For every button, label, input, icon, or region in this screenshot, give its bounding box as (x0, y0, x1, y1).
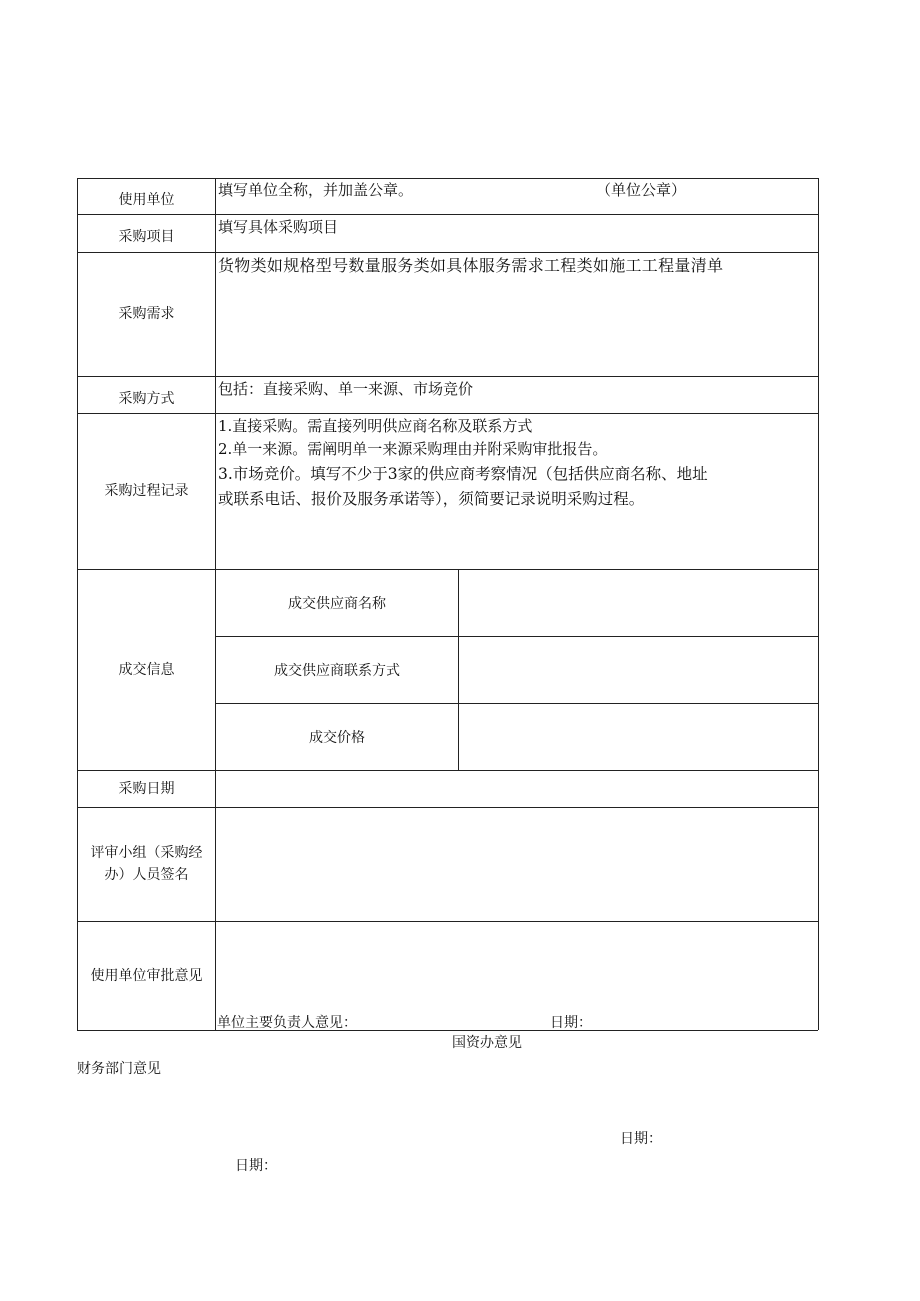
project-value: 填写具体采购项目 (218, 218, 339, 236)
method-value: 包括：直接采购、单一来源、市场竞价 (218, 380, 474, 398)
date-field[interactable] (216, 771, 817, 807)
deal-price-label: 成交价格 (309, 729, 365, 746)
unit-seal: （单位公章） (596, 181, 687, 199)
method-label: 采购方式 (118, 390, 175, 407)
process-line-2: 2.单一来源。需阐明单一来源采购理由并附采购审批报告。 (218, 440, 608, 458)
review-signature-field[interactable] (216, 808, 817, 921)
project-label: 采购项目 (118, 229, 175, 245)
unit-value: 填写单位全称，并加盖公章。 (218, 181, 414, 199)
demand-label: 采购需求 (118, 306, 175, 322)
approval-head-opinion: 单位主要负责人意见： (217, 1015, 357, 1031)
date-left-label: 日期： (235, 1158, 277, 1174)
deal-supplier-contact-label: 成交供应商联系方式 (274, 662, 400, 679)
deal-supplier-contact-field[interactable] (459, 637, 817, 703)
date-label: 采购日期 (118, 780, 175, 797)
demand-value: 货物类如规格型号数量服务类如具体服务需求工程类如施工工程量清单 (218, 256, 724, 275)
finance-opinion-label: 财务部门意见 (77, 1061, 161, 1077)
review-label-line-1: 评审小组（采购经 (90, 845, 203, 861)
approval-date: 日期： (550, 1015, 592, 1031)
review-label (78, 807, 215, 921)
process-line-4: 或联系电话、报价及服务承诺等），须简要记录说明采购过程。 (218, 490, 645, 508)
deal-supplier-name-label: 成交供应商名称 (288, 595, 386, 612)
unit-label: 使用单位 (118, 192, 175, 208)
deal-supplier-name-field[interactable] (459, 570, 817, 636)
process-line-1: 1.直接采购。需直接列明供应商名称及联系方式 (218, 417, 533, 435)
process-label: 采购过程记录 (104, 483, 189, 499)
date-right-label: 日期： (620, 1131, 662, 1147)
deal-price-field[interactable] (459, 704, 817, 770)
approval-label: 使用单位审批意见 (90, 967, 203, 984)
guozi-opinion-label: 国资办意见 (452, 1035, 522, 1051)
deal-label: 成交信息 (118, 661, 175, 678)
review-label-line-2: 办）人员签名 (104, 867, 189, 883)
process-line-3: 3.市场竞价。填写不少于3家的供应商考察情况（包括供应商名称、地址 (218, 465, 708, 483)
